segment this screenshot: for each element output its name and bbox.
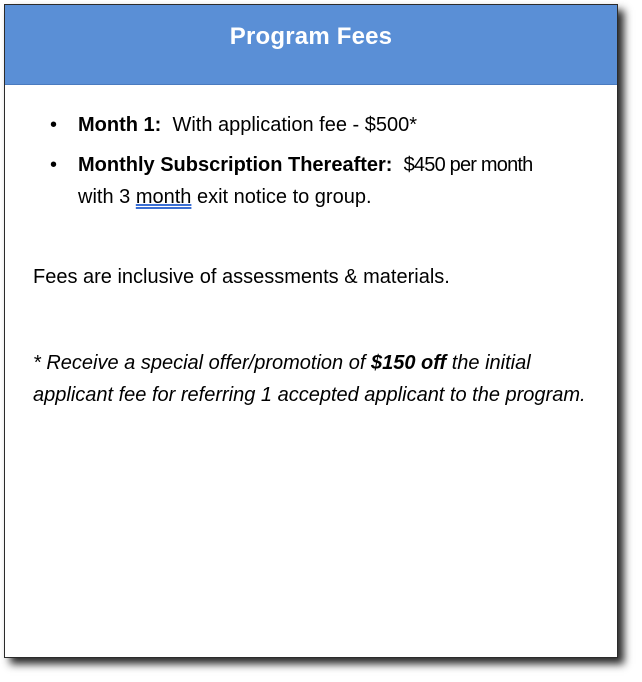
promo-suffix: the initial applicant fee for referring 1 accepted applicant to the program. [33, 352, 586, 406]
inclusive-note: Fees are inclusive of assessments & materials. [33, 266, 450, 288]
promo-note [33, 347, 589, 411]
list-item-month-1 [33, 109, 589, 141]
bullet-icon: • [50, 114, 58, 136]
monthly-price-text: $450 per month [403, 154, 533, 176]
bullet-icon: • [50, 154, 58, 176]
program-fees-card [4, 4, 618, 658]
monthly-subscription-label: Monthly Subscription Thereafter: [78, 154, 393, 176]
promo-discount: $150 off [370, 352, 447, 374]
fee-list [33, 109, 589, 213]
exit-notice-suffix: exit notice to group. [191, 186, 372, 208]
exit-notice-prefix: with 3 [78, 186, 136, 208]
spellcheck-underlined-word: month [135, 186, 192, 208]
list-item-monthly-subscription [33, 149, 589, 213]
page-title: Program Fees [229, 23, 393, 50]
header-bar [5, 5, 617, 85]
content-area [5, 109, 617, 411]
promo-prefix: * Receive a special offer/promotion of [33, 352, 371, 374]
month-1-text: With application fee - $500* [172, 114, 418, 136]
month-1-label: Month 1: [78, 114, 162, 136]
